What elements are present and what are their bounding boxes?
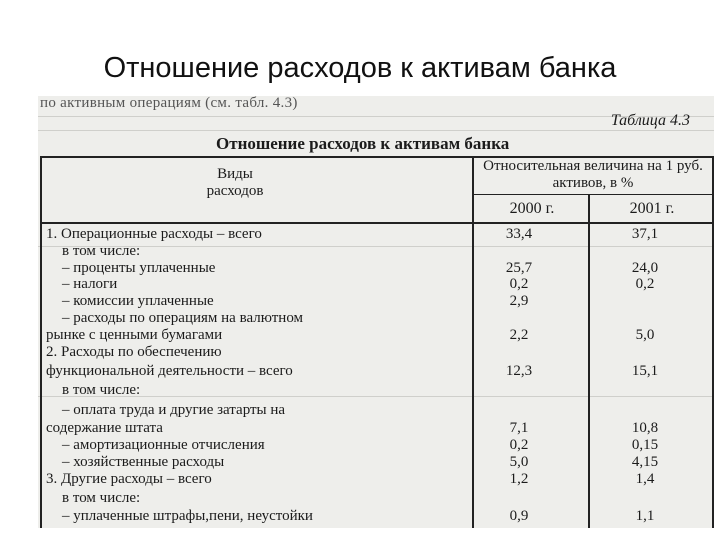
row-label: 1. Операционные расходы – всего [46, 226, 262, 242]
row-label: – амортизационные отчисления [62, 437, 265, 453]
value-2001: 4,15 [631, 454, 659, 470]
row-label: 3. Другие расходы – всего [46, 471, 212, 487]
value-2000: 5,0 [509, 454, 529, 470]
table-row [40, 490, 714, 507]
row-label: – расходы по операциям на валютном [62, 310, 304, 326]
slide-title: Отношение расходов к активам банка [103, 52, 617, 84]
row-label: – налоги [62, 276, 118, 292]
value-2000: 0,9 [509, 508, 529, 524]
row-label: – хозяйственные расходы [62, 454, 225, 470]
value-2000: 2,2 [509, 327, 529, 343]
table-row [40, 243, 714, 260]
row-label: – уплаченные штрафы,пени, неустойки [62, 508, 313, 524]
row-label: – комиссии уплаченные [62, 293, 214, 309]
row-label: – проценты уплаченные [62, 260, 216, 276]
value-2000: 25,7 [505, 260, 533, 276]
value-2001: 5,0 [635, 327, 655, 343]
value-2000: 2,9 [509, 293, 529, 309]
value-2001: 37,1 [631, 226, 659, 242]
row-label: в том числе: [62, 490, 141, 506]
row-label: рынке с ценными бумагами [46, 327, 223, 343]
value-2001: 24,0 [631, 260, 659, 276]
row-label: в том числе: [62, 382, 141, 398]
table-row [40, 344, 714, 361]
page-top-line: по активным операциям (см. табл. 4.3) [40, 96, 298, 111]
header-year-2000: 2000 г. [509, 200, 555, 217]
value-2001: 1,4 [635, 471, 655, 487]
row-label: – оплата труда и другие затарты на [62, 402, 286, 418]
value-2000: 0,2 [509, 437, 529, 453]
value-2001: 15,1 [631, 363, 659, 379]
table-row [40, 226, 714, 243]
table-row [40, 437, 714, 454]
table-row [40, 471, 714, 488]
value-2000: 33,4 [505, 226, 533, 242]
header-relative-value: Относительная величина на 1 руб. активов, в % [483, 158, 703, 191]
row-label: в том числе: [62, 243, 141, 259]
row-label: 2. Расходы по обеспечению [46, 344, 222, 360]
table-row [40, 420, 714, 437]
value-2000: 1,2 [509, 471, 529, 487]
table-row [40, 260, 714, 277]
table-row [40, 454, 714, 471]
table-row [40, 508, 714, 525]
table-row [40, 276, 714, 293]
value-2000: 7,1 [509, 420, 529, 436]
expenses-table [40, 156, 714, 528]
row-label: функциональной деятельности – всего [46, 363, 293, 379]
value-2000: 0,2 [509, 276, 529, 292]
header-expense-types: Виды расходов [206, 166, 264, 199]
value-2001: 10,8 [631, 420, 659, 436]
value-2001: 1,1 [635, 508, 655, 524]
table-number: Таблица 4.3 [610, 112, 690, 129]
scanned-page [38, 96, 714, 528]
table-row [40, 310, 714, 327]
table-row [40, 327, 714, 344]
value-2001: 0,2 [635, 276, 655, 292]
header-divider [474, 194, 714, 195]
table-row [40, 363, 714, 380]
table-row [40, 402, 714, 419]
header-year-2001: 2001 г. [629, 200, 675, 217]
value-2000: 12,3 [505, 363, 533, 379]
table-title: Отношение расходов к активам банка [216, 134, 510, 153]
header-bottom-border [40, 222, 714, 224]
table-row [40, 382, 714, 399]
table-row [40, 293, 714, 310]
value-2001: 0,15 [631, 437, 659, 453]
row-label: содержание штата [46, 420, 163, 436]
